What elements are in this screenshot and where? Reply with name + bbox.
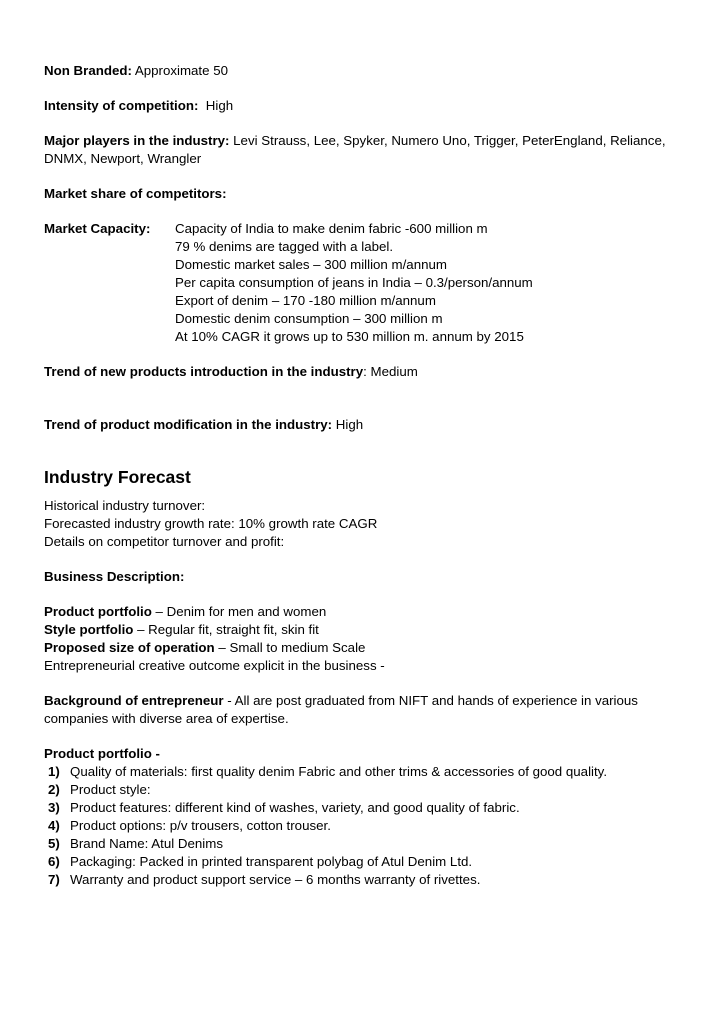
- product-portfolio-list-heading: [44, 745, 684, 763]
- trend-new-line: [44, 363, 684, 381]
- list-item-text: Product style:: [70, 782, 151, 797]
- list-item-text: Brand Name: Atul Denims: [70, 836, 223, 851]
- major-players-line: [44, 132, 684, 168]
- major-players-label: Major players in the industry:: [44, 133, 230, 148]
- capacity-line: Capacity of India to make denim fabric -600 million m: [175, 221, 488, 236]
- intensity-line: [44, 97, 684, 115]
- forecast-line: Forecasted industry growth rate: 10% growth rate CAGR: [44, 516, 378, 531]
- trend-new-label: Trend of new products introduction in the industry: [44, 364, 364, 379]
- product-portfolio-value: – Denim for men and women: [151, 604, 327, 619]
- list-item: [44, 799, 684, 817]
- market-capacity-label: Market Capacity:: [44, 221, 151, 236]
- trend-mod-label: Trend of product modification in the industry:: [44, 417, 333, 432]
- list-item: [44, 817, 684, 835]
- major-players-value: Levi Strauss, Lee, Spyker, Numero Uno, Trigger, PeterEngland, Reliance, DNMX, Newport, Wrangler: [44, 133, 666, 166]
- market-capacity-block: [44, 220, 684, 346]
- background-line: [44, 692, 684, 728]
- trend-mod-line: [44, 416, 684, 434]
- non-branded-label: Non Branded:: [44, 63, 132, 78]
- list-item-number: 3): [48, 800, 60, 815]
- list-item-number: 1): [48, 764, 60, 779]
- business-description-heading: [44, 568, 684, 586]
- list-item-number: 2): [48, 782, 60, 797]
- background-value: - All are post graduated from NIFT and hands of experience in various companies with diverse area of expertise.: [44, 693, 638, 726]
- non-branded-value: Approximate 50: [131, 63, 228, 78]
- list-item-text: Product features: different kind of washes, variety, and good quality of fabric.: [70, 800, 520, 815]
- list-item: [44, 871, 684, 889]
- list-item: [44, 763, 684, 781]
- list-item-number: 7): [48, 872, 60, 887]
- list-item-number: 4): [48, 818, 60, 833]
- style-portfolio-line: [44, 621, 684, 639]
- intensity-label: Intensity of competition:: [44, 98, 199, 113]
- list-item-number: 5): [48, 836, 60, 851]
- capacity-line: Domestic denim consumption – 300 million m: [175, 311, 443, 326]
- capacity-line: 79 % denims are tagged with a label.: [175, 239, 394, 254]
- list-item: [44, 853, 684, 871]
- size-operation-value: – Small to medium Scale: [214, 640, 366, 655]
- forecast-line: Details on competitor turnover and profit:: [44, 534, 285, 549]
- list-item-number: 6): [48, 854, 60, 869]
- non-branded-line: [44, 62, 684, 80]
- list-item: [44, 781, 684, 799]
- product-portfolio-label: Product portfolio: [44, 604, 152, 619]
- market-share-line: [44, 185, 684, 203]
- market-capacity-lines: [175, 220, 684, 346]
- list-item: [44, 835, 684, 853]
- trend-new-value: : Medium: [363, 364, 418, 379]
- style-portfolio-label: Style portfolio: [44, 622, 134, 637]
- list-item-text: Packaging: Packed in printed transparent polybag of Atul Denim Ltd.: [70, 854, 473, 869]
- capacity-line: Per capita consumption of jeans in India – 0.3/person/annum: [175, 275, 533, 290]
- intensity-value: High: [198, 98, 234, 113]
- list-item-text: Product options: p/v trousers, cotton trouser.: [70, 818, 331, 833]
- business-description-label: Business Description:: [44, 569, 185, 584]
- product-portfolio-list: [44, 763, 684, 889]
- capacity-line: Export of denim – 170 -180 million m/annum: [175, 293, 436, 308]
- creative-outcome-line: Entrepreneurial creative outcome explicit in the business -: [44, 658, 385, 673]
- background-label: Background of entrepreneur: [44, 693, 224, 708]
- size-operation-line: [44, 639, 684, 657]
- trend-mod-value: High: [332, 417, 364, 432]
- size-operation-label: Proposed size of operation: [44, 640, 215, 655]
- capacity-line: Domestic market sales – 300 million m/annum: [175, 257, 447, 272]
- market-share-label: Market share of competitors:: [44, 186, 227, 201]
- industry-forecast-heading: Industry Forecast: [44, 467, 191, 487]
- style-portfolio-value: – Regular fit, straight fit, skin fit: [133, 622, 319, 637]
- capacity-line: At 10% CAGR it grows up to 530 million m. annum by 2015: [175, 329, 524, 344]
- document-page: [44, 62, 684, 889]
- list-item-text: Quality of materials: first quality denim Fabric and other trims & accessories of good quality.: [70, 764, 608, 779]
- product-portfolio-line: [44, 603, 684, 621]
- list-item-text: Warranty and product support service – 6 months warranty of rivettes.: [70, 872, 481, 887]
- portfolio-list-label: Product portfolio -: [44, 746, 160, 761]
- forecast-line: Historical industry turnover:: [44, 498, 206, 513]
